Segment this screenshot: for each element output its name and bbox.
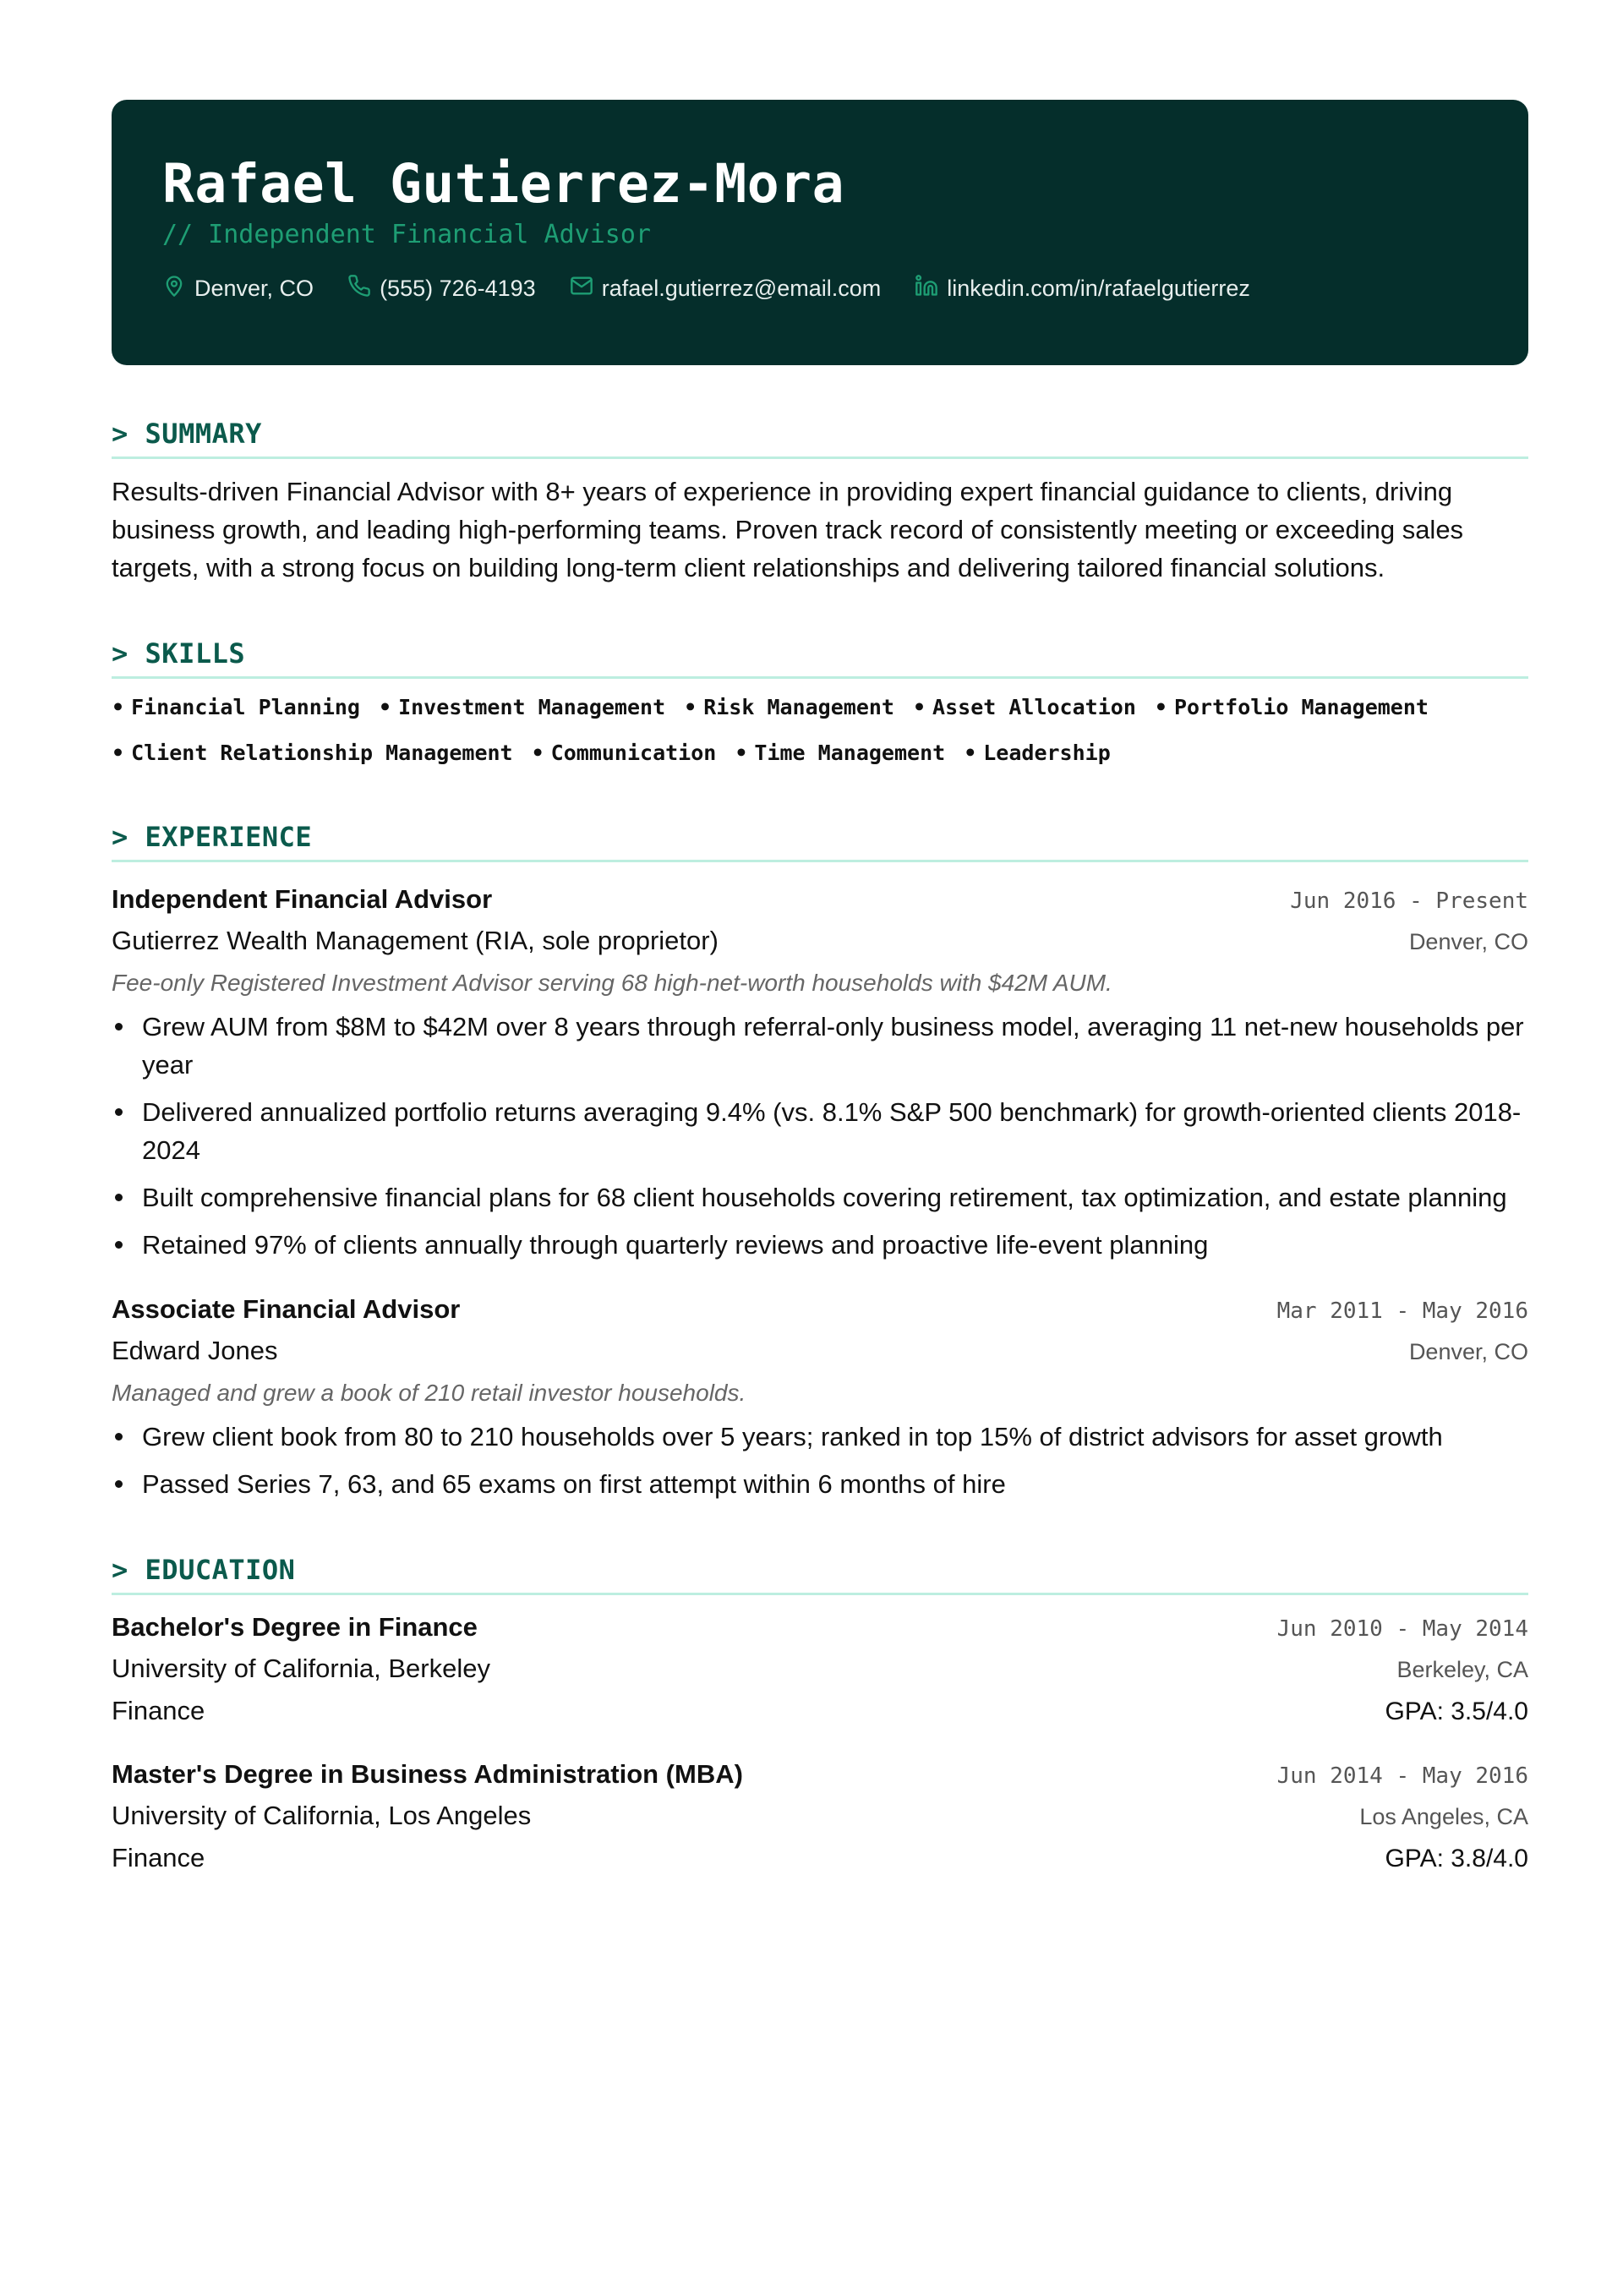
field-of-study: Finance bbox=[112, 1696, 205, 1725]
field-of-study: Finance bbox=[112, 1843, 205, 1872]
education-dates: Jun 2010 - May 2014 bbox=[1276, 1616, 1528, 1642]
job-bullet: Grew AUM from $8M to $42M over 8 years through referral-only business model, averaging 11 net-new households per year bbox=[112, 1008, 1528, 1084]
contact-email[interactable] bbox=[570, 274, 882, 303]
skills-section bbox=[112, 637, 1528, 770]
summary-heading: > SUMMARY bbox=[112, 418, 1528, 459]
contact-linkedin-text: linkedin.com/in/rafaelgutierrez bbox=[947, 276, 1250, 301]
contact-location bbox=[162, 274, 314, 303]
school-name: University of California, Berkeley bbox=[112, 1654, 490, 1683]
skill-item: • Portfolio Management bbox=[1154, 695, 1429, 719]
job-description: Fee-only Registered Investment Advisor serving 68 high-net-worth households with $42M AUM. bbox=[112, 970, 1112, 996]
contact-list bbox=[162, 274, 1478, 303]
job-entry bbox=[112, 879, 1528, 1264]
job-entry bbox=[112, 1289, 1528, 1503]
job-bullet: Grew client book from 80 to 210 households over 5 years; ranked in top 15% of district advisors for asset growth bbox=[112, 1418, 1528, 1456]
resume-page bbox=[112, 100, 1528, 1879]
job-bullets bbox=[112, 1008, 1528, 1264]
skill-item: • Time Management bbox=[735, 741, 946, 765]
job-location: Denver, CO bbox=[1408, 929, 1528, 954]
skill-item: • Financial Planning bbox=[112, 695, 360, 719]
job-dates: Mar 2011 - May 2016 bbox=[1276, 1298, 1528, 1324]
school-name: University of California, Los Angeles bbox=[112, 1801, 532, 1830]
job-bullet: Retained 97% of clients annually through quarterly reviews and proactive life-event planning bbox=[112, 1226, 1528, 1264]
experience-heading: > EXPERIENCE bbox=[112, 821, 1528, 862]
job-bullets bbox=[112, 1418, 1528, 1503]
school-location: Los Angeles, CA bbox=[1359, 1804, 1528, 1829]
education-section bbox=[112, 1554, 1528, 1879]
degree-title: Bachelor's Degree in Finance bbox=[112, 1612, 478, 1642]
job-company: Gutierrez Wealth Management (RIA, sole proprietor) bbox=[112, 926, 719, 955]
skill-item: • Leadership bbox=[964, 741, 1111, 765]
contact-phone[interactable] bbox=[347, 274, 536, 303]
resume-header bbox=[112, 100, 1528, 365]
summary-section bbox=[112, 418, 1528, 587]
job-dates: Jun 2016 - Present bbox=[1290, 888, 1528, 914]
linkedin-icon bbox=[915, 274, 938, 303]
degree-title: Master's Degree in Business Administration (MBA) bbox=[112, 1759, 743, 1789]
skills-heading: > SKILLS bbox=[112, 637, 1528, 679]
contact-linkedin[interactable] bbox=[915, 274, 1250, 303]
summary-text: Results-driven Financial Advisor with 8+ years of experience in providing expert financial guidance to clients, driving business growth, and leading high-performing teams. Proven track record of consistently meeting or exceeding sales targets, with a strong focus on building long-term client relationships and delivering tailored financial solutions. bbox=[112, 477, 1464, 582]
phone-icon bbox=[347, 274, 371, 303]
location-pin-icon bbox=[162, 274, 186, 303]
education-dates: Jun 2014 - May 2016 bbox=[1276, 1763, 1528, 1789]
school-location: Berkeley, CA bbox=[1396, 1657, 1528, 1682]
candidate-title: // Independent Financial Advisor bbox=[162, 220, 651, 249]
job-bullet: Built comprehensive financial plans for 68 client households covering retirement, tax optimization, and estate planning bbox=[112, 1178, 1528, 1216]
job-bullet: Delivered annualized portfolio returns averaging 9.4% (vs. 8.1% S&P 500 benchmark) for growth-oriented clients 2018-2024 bbox=[112, 1093, 1528, 1169]
skills-list bbox=[112, 691, 1528, 770]
job-title: Associate Financial Advisor bbox=[112, 1294, 461, 1324]
experience-section bbox=[112, 821, 1528, 1503]
education-heading: > EDUCATION bbox=[112, 1554, 1528, 1595]
mail-icon bbox=[570, 274, 593, 303]
skill-item: • Investment Management bbox=[379, 695, 666, 719]
education-entry bbox=[112, 1607, 1528, 1732]
gpa: GPA: 3.5/4.0 bbox=[1385, 1697, 1528, 1725]
education-entry bbox=[112, 1754, 1528, 1879]
skill-item: • Asset Allocation bbox=[912, 695, 1136, 719]
gpa: GPA: 3.8/4.0 bbox=[1385, 1845, 1528, 1872]
contact-phone-text: (555) 726-4193 bbox=[380, 276, 536, 301]
job-description: Managed and grew a book of 210 retail investor households. bbox=[112, 1380, 746, 1406]
candidate-name: Rafael Gutierrez-Mora bbox=[162, 153, 845, 215]
job-company: Edward Jones bbox=[112, 1336, 278, 1365]
skill-item: • Communication bbox=[531, 741, 717, 765]
contact-email-text: rafael.gutierrez@email.com bbox=[601, 276, 882, 301]
job-title: Independent Financial Advisor bbox=[112, 884, 493, 914]
skill-item: • Client Relationship Management bbox=[112, 741, 513, 765]
skill-item: • Risk Management bbox=[684, 695, 894, 719]
job-bullet: Passed Series 7, 63, and 65 exams on first attempt within 6 months of hire bbox=[112, 1465, 1528, 1503]
job-location: Denver, CO bbox=[1408, 1339, 1528, 1364]
contact-location-text: Denver, CO bbox=[194, 276, 314, 301]
